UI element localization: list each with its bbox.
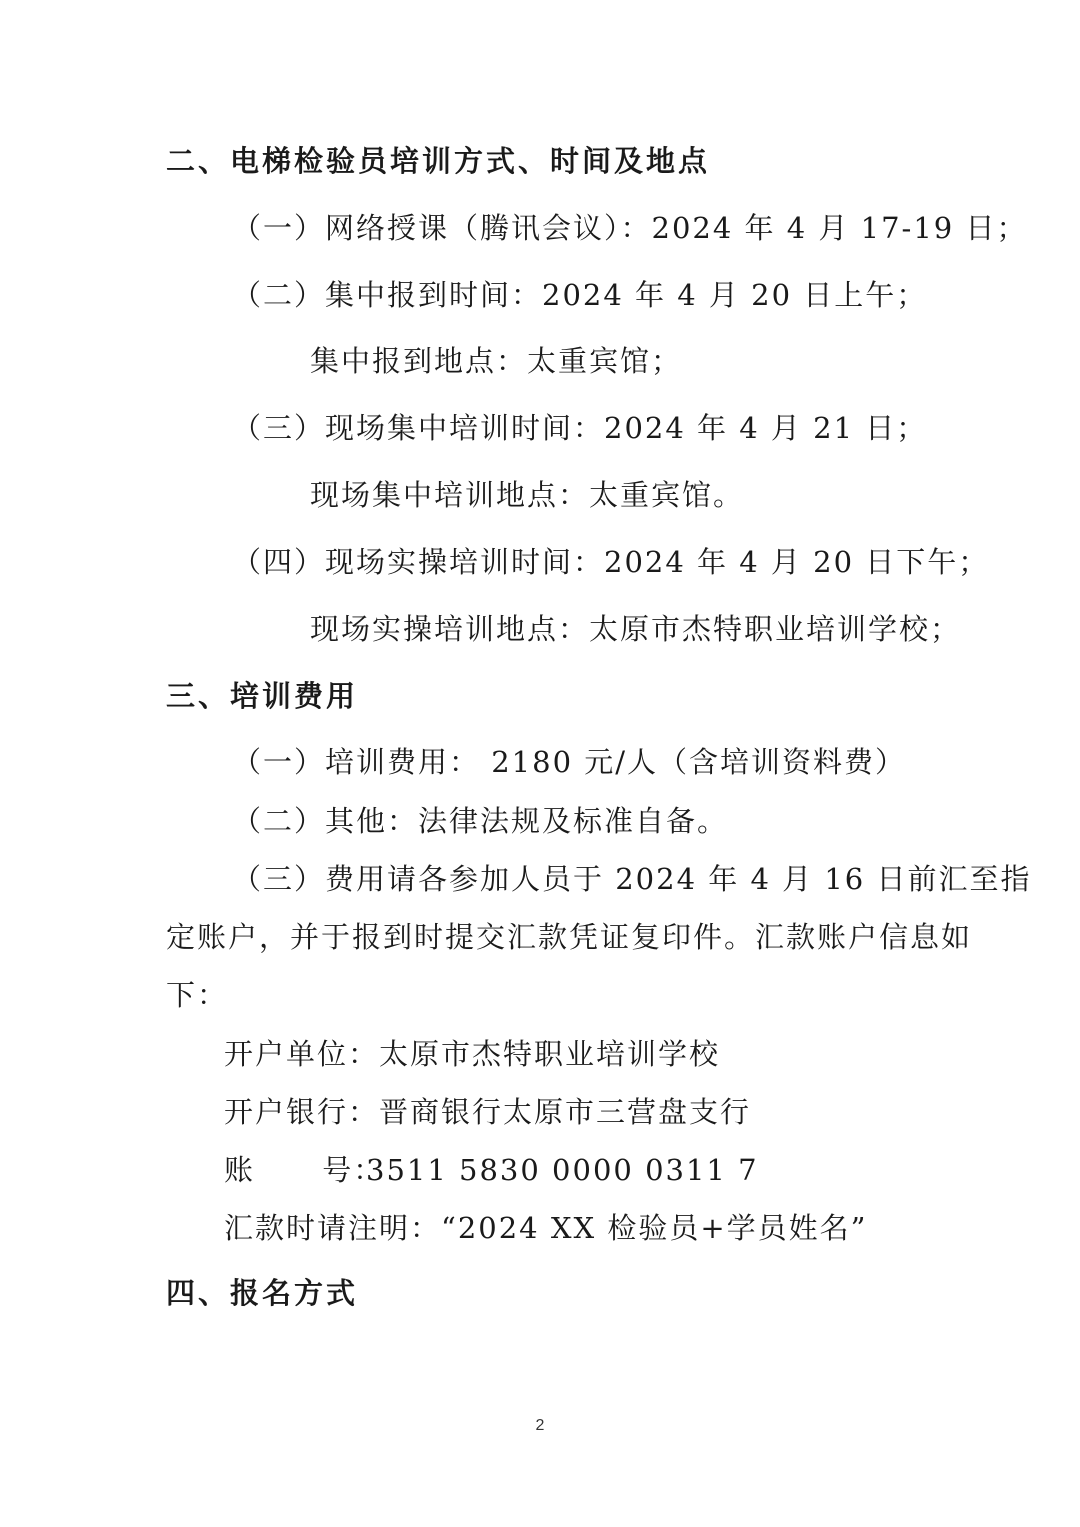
item-registration-time: （二）集中报到时间：2024 年 4 月 20 日上午； xyxy=(232,278,928,312)
account-bank: 开户银行：晋商银行太原市三营盘支行 xyxy=(224,1095,752,1129)
account-number-value: 3511 5830 0000 0311 7 xyxy=(366,1153,759,1187)
item-onsite-training-location: 现场集中培训地点：太重宾馆。 xyxy=(310,478,745,512)
item-payment-deadline: （三）费用请各参加人员于 2024 年 4 月 16 日前汇至指 xyxy=(232,862,1032,896)
item-payment-deadline-cont: 定账户，并于报到时提交汇款凭证复印件。汇款账户信息如 xyxy=(166,920,973,954)
item-practical-training-time: （四）现场实操培训时间：2024 年 4 月 20 日下午； xyxy=(232,545,990,579)
item-online-course: （一）网络授课（腾讯会议）：2024 年 4 月 17-19 日； xyxy=(232,211,1028,245)
section-heading-training-method: 二、电梯检验员培训方式、时间及地点 xyxy=(166,144,711,178)
item-training-fee: （一）培训费用： 2180 元/人（含培训资料费） xyxy=(232,745,907,779)
item-practical-training-location: 现场实操培训地点：太原市杰特职业培训学校； xyxy=(310,612,962,646)
payment-remark: 汇款时请注明：“2024 XX 检验员+学员姓名” xyxy=(224,1211,868,1245)
section-heading-training-fee: 三、培训费用 xyxy=(166,679,359,713)
page-number: 2 xyxy=(535,1417,545,1434)
item-payment-deadline-end: 下： xyxy=(166,978,229,1012)
item-onsite-training-time: （三）现场集中培训时间：2024 年 4 月 21 日； xyxy=(232,411,928,445)
item-registration-location: 集中报到地点：太重宾馆； xyxy=(310,344,683,378)
item-other: （二）其他：法律法规及标准自备。 xyxy=(232,804,729,838)
account-number-label: 账 号： xyxy=(224,1153,385,1187)
section-heading-registration: 四、报名方式 xyxy=(166,1276,359,1310)
account-unit: 开户单位：太原市杰特职业培训学校 xyxy=(224,1037,721,1071)
